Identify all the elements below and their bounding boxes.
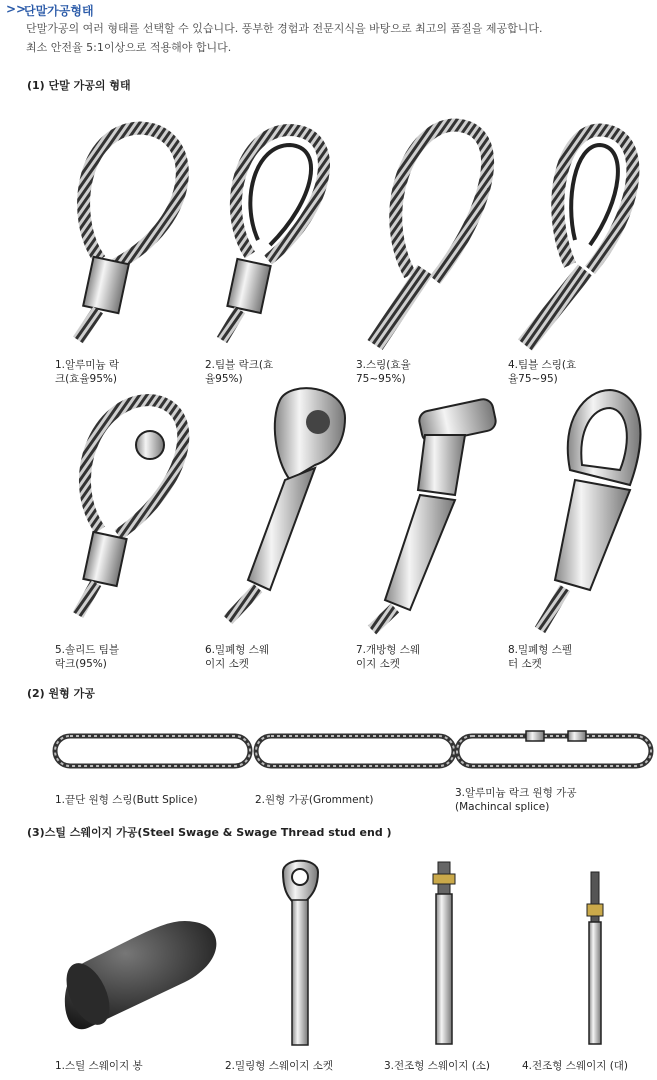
caption-8: 8.밀폐형 스펠 터 소켓	[508, 644, 573, 670]
figure-closed-swage-socket	[228, 388, 345, 620]
intro-line-1: 단말가공의 여러 형태를 선택할 수 있습니다. 풍부한 경험과 전문지식을 바탕으로 최고의 품질을 제공합니다.	[26, 22, 543, 35]
figure-butt-splice	[55, 736, 250, 766]
caption-6: 6.밀폐형 스웨 이지 소켓	[205, 644, 270, 670]
caption-3: 3.스링(효율 75~95%)	[356, 359, 411, 385]
caption-rolled-swage-large: 4.전조형 스웨이지 (대)	[522, 1060, 629, 1072]
header-arrow: >>	[6, 2, 27, 16]
termination-figures	[0, 100, 657, 680]
figure-solid-thimble-lock	[78, 400, 183, 615]
caption-rolled-swage-small: 3.전조형 스웨이지 (소)	[384, 1060, 491, 1072]
caption-mechanical-splice: 3.알루미늄 락크 원형 가공 (Machincal splice)	[455, 787, 577, 813]
grommet-figures	[0, 728, 657, 778]
caption-gromment: 2.원형 가공(Gromment)	[255, 794, 374, 806]
section3-title: (3)스틸 스웨이지 가공(Steel Swage & Swage Thread stud end )	[27, 826, 392, 839]
section1-title: (1) 단말 가공의 형태	[27, 79, 131, 92]
figure-rolled-swage-large	[587, 872, 603, 1044]
figure-milling-swage-socket	[283, 861, 318, 1045]
figure-thimble-splice	[525, 130, 633, 345]
caption-5: 5.솔리드 팀블 락크(95%)	[55, 644, 120, 670]
intro-line-2: 최소 안전율 5:1이상으로 적용해야 합니다.	[26, 41, 232, 54]
caption-butt-splice: 1.끝단 원형 스링(Butt Splice)	[55, 794, 198, 806]
caption-4: 4.팀블 스링(효 율75~95)	[508, 359, 577, 385]
figure-thimble-lock	[222, 130, 324, 340]
section2-title: (2) 원형 가공	[27, 687, 95, 700]
caption-steel-swage-bar: 1.스틸 스웨이지 봉	[55, 1060, 143, 1072]
figure-open-swage-socket	[372, 397, 497, 630]
figure-closed-spelter-socket	[540, 390, 640, 630]
figure-mechanical-splice	[457, 731, 651, 766]
caption-7: 7.개방형 스웨 이지 소켓	[356, 644, 421, 670]
swage-figures	[0, 842, 657, 1052]
figure-gromment	[256, 736, 454, 766]
figure-aluminium-lock	[78, 128, 182, 340]
figure-steel-swage-bar	[58, 921, 217, 1032]
page-title: 단말가공형태	[24, 4, 94, 18]
caption-milling-swage-socket: 2.밀링형 스웨이지 소켓	[225, 1060, 333, 1072]
figure-splice	[375, 125, 488, 345]
figure-rolled-swage-small	[433, 862, 455, 1044]
caption-1: 1.알루미늄 락 크(효율95%)	[55, 359, 120, 385]
caption-2: 2.팀블 락크(효 율95%)	[205, 359, 274, 385]
